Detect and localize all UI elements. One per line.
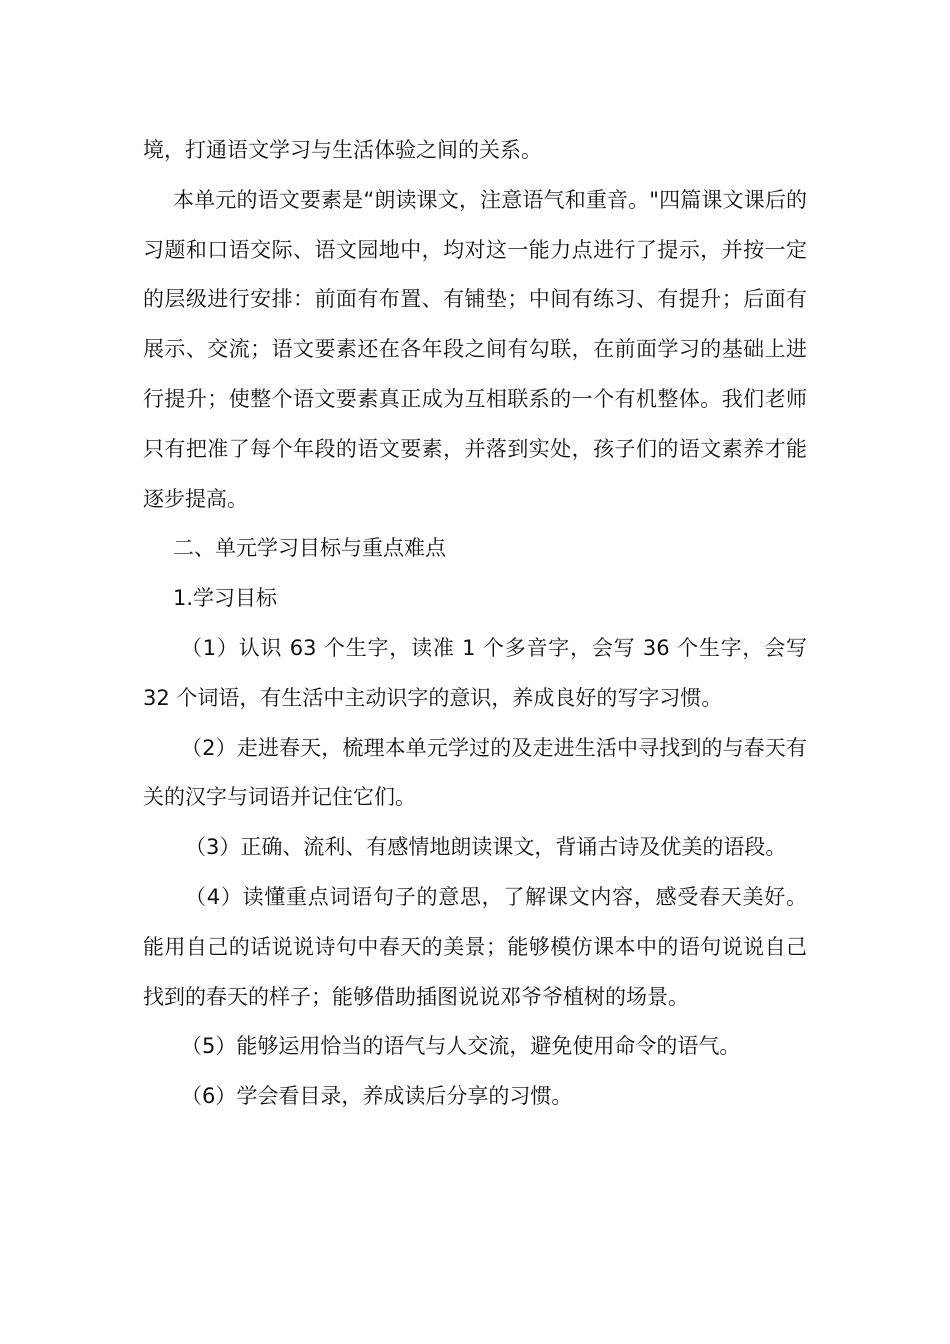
goal-item-1: （1）认识 63 个生字，读准 1 个多音字，会写 36 个生字，会写 32 个词语，有生活中主动识字的意识，养成良好的写字习惯。 [143,635,807,710]
section-heading-goals: 二、单元学习目标与重点难点 [173,536,446,561]
goal-item-3: （3）正确、流利、有感情地朗读课文，背诵古诗及优美的语段。 [185,835,787,860]
subsection-heading-learning-goals: 1.学习目标 [173,586,278,611]
document-body [143,126,807,1122]
goal-item-2: （2）走进春天，梳理本单元学过的及走进生活中寻找到的与春天有关的汉字与词语并记住它们。 [143,735,807,810]
goal-item-4: （4）读懂重点词语句子的意思，了解课文内容，感受春天美好。能用自己的话说说诗句中春天的美景；能够模仿课本中的语句说说自己找到的春天的样子；能够借助插图说说邓爷爷植树的场景。 [143,884,807,1009]
paragraph-continuation: 境，打通语文学习与生活体验之间的关系。 [143,138,542,162]
paragraph-language-elements: 本单元的语文要素是“朗读课文，注意语气和重音。"四篇课文课后的习题和口语交际、语文园地中，均对这一能力点进行了提示，并按一定的层级进行安排：前面有布置、有铺垫；中间有练习、有提升；后面有展示、交流；语文要素还在各年段之间有勾联，在前面学习的基础上进行提升；使整个语文要素真正成为互相联系的一个有机整体。我们老师只有把准了每个年段的语文要素，并落到实处，孩子们的语文素养才能逐步提高。 [143,187,807,511]
goal-item-6: （6）学会看目录，养成读后分享的习惯。 [181,1084,573,1109]
goal-item-5: （5）能够运用恰当的语气与人交流，避免使用命令的语气。 [181,1034,741,1059]
